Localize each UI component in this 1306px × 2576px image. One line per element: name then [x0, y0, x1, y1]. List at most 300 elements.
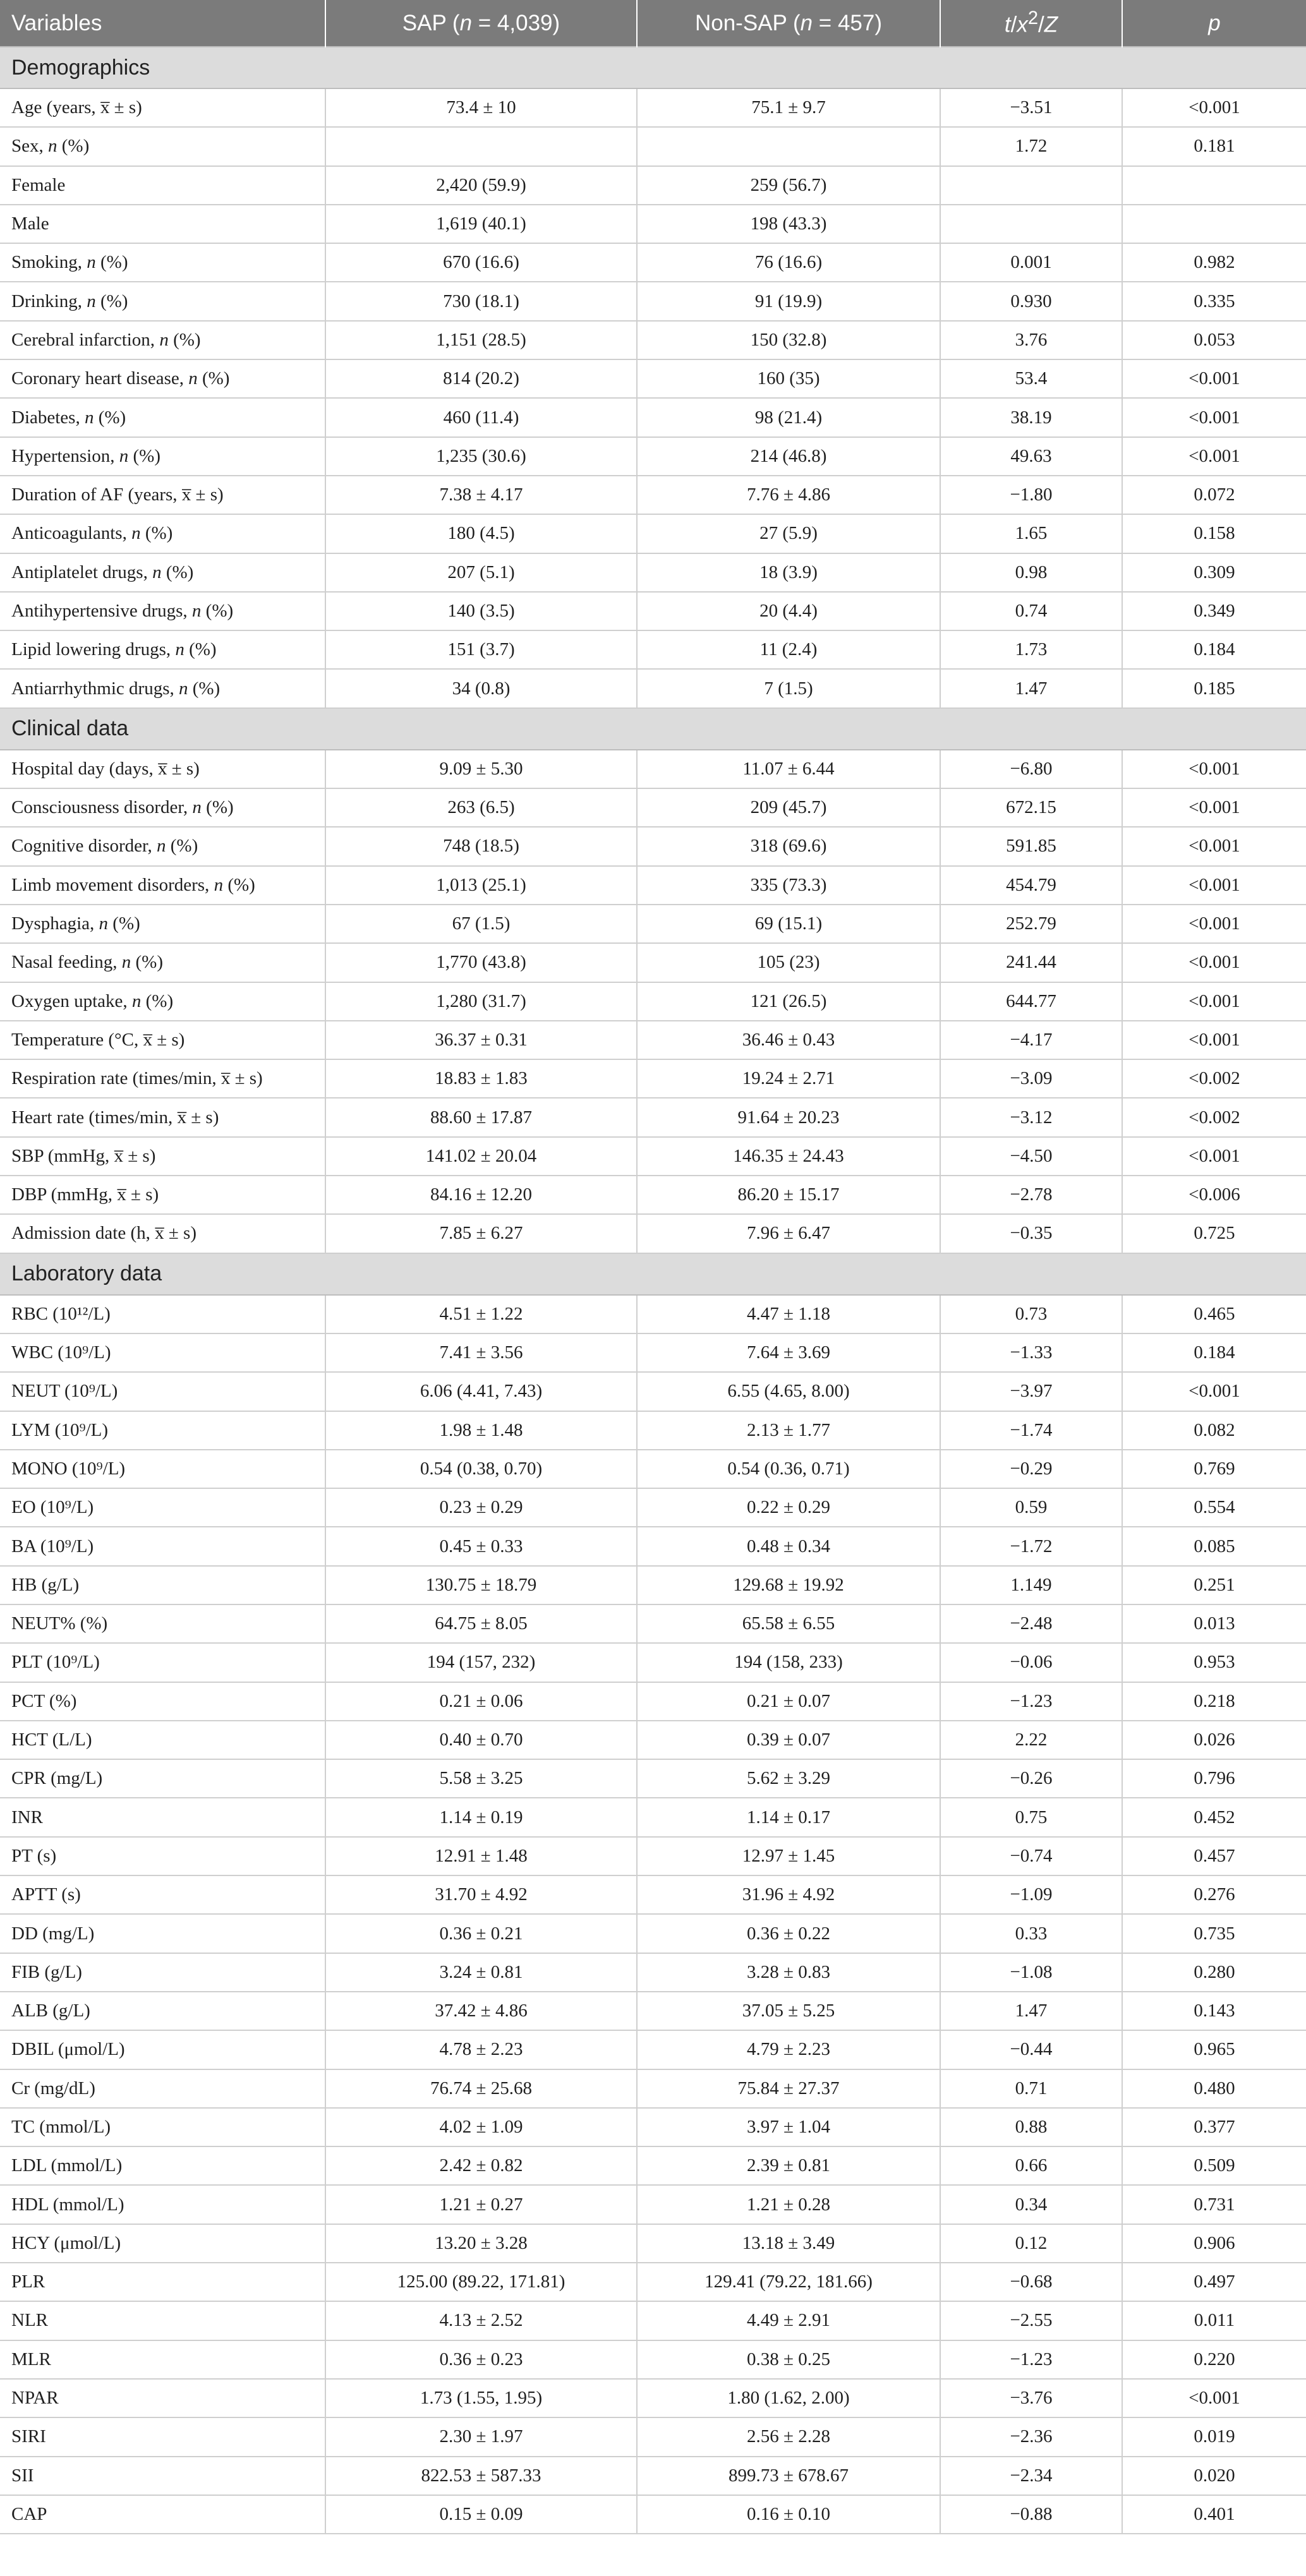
sap-value-cell: 814 (20.2)	[325, 359, 637, 398]
table-row	[0, 243, 1306, 282]
sap-value-cell: 67 (1.5)	[325, 905, 637, 943]
p-value-cell: 0.053	[1122, 321, 1306, 359]
statistic-cell: 0.75	[940, 1798, 1122, 1836]
variable-name-unit: (%)	[201, 601, 234, 621]
variable-name-unit: (%)	[131, 952, 163, 973]
nonsap-value-cell: 13.18 ± 3.49	[637, 2224, 940, 2263]
nonsap-value-cell: 0.36 ± 0.22	[637, 1914, 940, 1953]
nonsap-value-cell: 86.20 ± 15.17	[637, 1176, 940, 1214]
variable-name: Diabetes,	[11, 407, 85, 428]
variable-name-unit: (%)	[168, 329, 201, 350]
variable-name: CAP	[11, 2503, 47, 2524]
sap-value-cell: 2.42 ± 0.82	[325, 2146, 637, 2185]
variable-name: PLR	[11, 2272, 45, 2292]
variable-name: Oxygen uptake,	[11, 990, 132, 1011]
statistic-cell: 1.47	[940, 1992, 1122, 2030]
statistic-cell: −4.50	[940, 1137, 1122, 1176]
statistic-cell: −1.74	[940, 1411, 1122, 1450]
table-row	[0, 514, 1306, 553]
variable-name: Cognitive disorder,	[11, 836, 157, 857]
sap-value-cell: 84.16 ± 12.20	[325, 1176, 637, 1214]
p-value-cell: 0.026	[1122, 1721, 1306, 1759]
variable-name-cell	[0, 1488, 325, 1527]
nonsap-value-cell: 0.22 ± 0.29	[637, 1488, 940, 1527]
sap-value-cell: 7.85 ± 6.27	[325, 1214, 637, 1253]
header-sap	[325, 0, 637, 47]
sap-value-cell: 36.37 ± 0.31	[325, 1021, 637, 1059]
statistic-cell: −1.33	[940, 1333, 1122, 1372]
variable-name: Duration of AF (years, x̅ ± s)	[11, 485, 224, 505]
nonsap-value-cell: 5.62 ± 3.29	[637, 1759, 940, 1798]
variable-name-unit: (%)	[95, 252, 128, 273]
variable-name: Cr (mg/dL)	[11, 2078, 95, 2098]
variable-name-cell	[0, 905, 325, 943]
p-value-cell: 0.796	[1122, 1759, 1306, 1798]
table-row	[0, 1837, 1306, 1875]
p-value-cell: <0.001	[1122, 437, 1306, 476]
statistic-cell: −2.48	[940, 1604, 1122, 1643]
sap-value-cell: 151 (3.7)	[325, 630, 637, 669]
nonsap-value-cell: 7.96 ± 6.47	[637, 1214, 940, 1253]
table-row	[0, 437, 1306, 476]
nonsap-value-cell: 75.84 ± 27.37	[637, 2069, 940, 2108]
nonsap-value-cell: 11 (2.4)	[637, 630, 940, 669]
variable-name-cell	[0, 1411, 325, 1450]
p-value-cell: <0.001	[1122, 827, 1306, 865]
table-row	[0, 127, 1306, 166]
header-stat-t: t	[1004, 12, 1011, 37]
table-header	[0, 0, 1306, 47]
statistic-cell: −6.80	[940, 750, 1122, 788]
variable-name-cell	[0, 88, 325, 127]
variable-name-cell	[0, 866, 325, 905]
variable-name-cell	[0, 127, 325, 166]
nonsap-value-cell: 65.58 ± 6.55	[637, 1604, 940, 1643]
sap-value-cell: 1.14 ± 0.19	[325, 1798, 637, 1836]
variable-name-cell	[0, 2340, 325, 2379]
table-body	[0, 47, 1306, 2534]
p-value-cell: 0.735	[1122, 1914, 1306, 1953]
nonsap-value-cell: 198 (43.3)	[637, 205, 940, 243]
variable-name-cell	[0, 1875, 325, 1914]
table-row	[0, 943, 1306, 982]
nonsap-value-cell: 0.38 ± 0.25	[637, 2340, 940, 2379]
p-value-cell: 0.769	[1122, 1450, 1306, 1488]
variable-name-n: n	[119, 445, 129, 466]
statistic-cell: 38.19	[940, 398, 1122, 436]
p-value-cell: 0.019	[1122, 2417, 1306, 2456]
variable-name: NLR	[11, 2310, 48, 2331]
p-value-cell: <0.001	[1122, 88, 1306, 127]
variable-name-cell	[0, 1682, 325, 1721]
nonsap-value-cell: 318 (69.6)	[637, 827, 940, 865]
statistic-cell: −0.44	[940, 2030, 1122, 2069]
table-row	[0, 2069, 1306, 2108]
variable-name: LYM (10⁹/L)	[11, 1419, 108, 1440]
variable-name: INR	[11, 1807, 43, 1827]
p-value-cell: <0.001	[1122, 866, 1306, 905]
p-value-cell: 0.982	[1122, 243, 1306, 282]
variable-name-cell	[0, 398, 325, 436]
p-value-cell: 0.309	[1122, 553, 1306, 592]
table-row	[0, 982, 1306, 1021]
sap-value-cell: 1,619 (40.1)	[325, 205, 637, 243]
p-value-cell: 0.725	[1122, 1214, 1306, 1253]
variable-name: PCT (%)	[11, 1690, 77, 1711]
statistic-cell: 0.88	[940, 2108, 1122, 2146]
statistic-cell: 2.22	[940, 1721, 1122, 1759]
variable-name-n: n	[214, 874, 224, 895]
statistic-cell: 3.76	[940, 321, 1122, 359]
variable-name-n: n	[48, 136, 57, 157]
statistic-cell: −0.06	[940, 1643, 1122, 1682]
sap-value-cell: 73.4 ± 10	[325, 88, 637, 127]
variable-name-cell	[0, 437, 325, 476]
nonsap-value-cell: 129.68 ± 19.92	[637, 1566, 940, 1604]
table-row	[0, 2340, 1306, 2379]
nonsap-value-cell: 1.14 ± 0.17	[637, 1798, 940, 1836]
variable-name: Dysphagia,	[11, 913, 99, 934]
variable-name-unit: (%)	[184, 639, 217, 660]
nonsap-value-cell: 4.47 ± 1.18	[637, 1295, 940, 1333]
p-value-cell: 0.280	[1122, 1953, 1306, 1992]
table-row	[0, 2263, 1306, 2301]
variable-name-cell	[0, 1953, 325, 1992]
variable-name-n: n	[99, 913, 109, 934]
sap-value-cell: 207 (5.1)	[325, 553, 637, 592]
table-row	[0, 750, 1306, 788]
sap-value-cell: 64.75 ± 8.05	[325, 1604, 637, 1643]
statistic-cell: −0.68	[940, 2263, 1122, 2301]
table-row	[0, 1411, 1306, 1450]
nonsap-value-cell: 146.35 ± 24.43	[637, 1137, 940, 1176]
statistic-cell: 672.15	[940, 788, 1122, 827]
variable-name-cell	[0, 1021, 325, 1059]
nonsap-value-cell: 3.28 ± 0.83	[637, 1953, 940, 1992]
table-row	[0, 1992, 1306, 2030]
nonsap-value-cell: 0.21 ± 0.07	[637, 1682, 940, 1721]
p-value-cell: <0.006	[1122, 1176, 1306, 1214]
variable-name-cell	[0, 2030, 325, 2069]
variable-name-unit: (%)	[95, 291, 128, 311]
variable-name: HDL (mmol/L)	[11, 2194, 124, 2215]
nonsap-value-cell: 1.21 ± 0.28	[637, 2185, 940, 2224]
table-row	[0, 2379, 1306, 2417]
statistic-cell: −1.08	[940, 1953, 1122, 1992]
sap-value-cell: 748 (18.5)	[325, 827, 637, 865]
variable-name-unit: (%)	[166, 836, 198, 857]
statistic-cell: 0.59	[940, 1488, 1122, 1527]
nonsap-value-cell: 209 (45.7)	[637, 788, 940, 827]
statistic-cell: −1.72	[940, 1527, 1122, 1565]
variable-name-unit: (%)	[141, 990, 174, 1011]
statistic-cell: −0.74	[940, 1837, 1122, 1875]
nonsap-value-cell: 0.48 ± 0.34	[637, 1527, 940, 1565]
p-value-cell: 0.184	[1122, 630, 1306, 669]
variable-name: SII	[11, 2465, 34, 2486]
variable-name-n: n	[131, 990, 142, 1011]
table-row	[0, 1527, 1306, 1565]
statistic-cell: −2.36	[940, 2417, 1122, 2456]
statistic-cell: −3.97	[940, 1372, 1122, 1411]
p-value-cell: 0.218	[1122, 1682, 1306, 1721]
variable-name-unit: (%)	[108, 913, 140, 934]
variable-name: Respiration rate (times/min, x̅ ± s)	[11, 1068, 263, 1089]
statistic-cell: 1.73	[940, 630, 1122, 669]
statistic-cell: 0.71	[940, 2069, 1122, 2108]
p-value-cell: 0.480	[1122, 2069, 1306, 2108]
variable-name-n: n	[175, 639, 184, 660]
p-value-cell: <0.002	[1122, 1098, 1306, 1136]
statistic-cell: 252.79	[940, 905, 1122, 943]
variable-name-cell	[0, 827, 325, 865]
statistic-cell: 1.47	[940, 669, 1122, 707]
table-row	[0, 1098, 1306, 1136]
variable-name: Hospital day (days, x̅ ± s)	[11, 758, 200, 779]
sap-value-cell: 1,235 (30.6)	[325, 437, 637, 476]
variable-name: HCY (μmol/L)	[11, 2232, 121, 2253]
statistic-cell: 0.12	[940, 2224, 1122, 2263]
section-header-row	[0, 708, 1306, 750]
p-value-cell: 0.011	[1122, 2301, 1306, 2340]
nonsap-value-cell: 335 (73.3)	[637, 866, 940, 905]
nonsap-value-cell: 6.55 (4.65, 8.00)	[637, 1372, 940, 1411]
nonsap-value-cell: 1.80 (1.62, 2.00)	[637, 2379, 940, 2417]
nonsap-value-cell: 105 (23)	[637, 943, 940, 982]
table-row	[0, 166, 1306, 205]
variable-name-cell	[0, 788, 325, 827]
nonsap-value-cell: 2.56 ± 2.28	[637, 2417, 940, 2456]
sap-value-cell: 5.58 ± 3.25	[325, 1759, 637, 1798]
section-title: Laboratory data	[0, 1253, 1306, 1295]
header-nonsap	[637, 0, 940, 47]
nonsap-value-cell: 7.76 ± 4.86	[637, 476, 940, 514]
table-row	[0, 1059, 1306, 1098]
variable-name: Admission date (h, x̅ ± s)	[11, 1223, 197, 1244]
sap-value-cell: 140 (3.5)	[325, 592, 637, 630]
variable-name: Consciousness disorder,	[11, 797, 193, 818]
variable-name-cell	[0, 592, 325, 630]
variable-name: NEUT% (%)	[11, 1613, 108, 1634]
table-row	[0, 2185, 1306, 2224]
variable-name-n: n	[121, 952, 131, 973]
p-value-cell: 0.377	[1122, 2108, 1306, 2146]
table-row	[0, 1176, 1306, 1214]
variable-name: DD (mg/L)	[11, 1923, 95, 1944]
sap-value-cell: 1,151 (28.5)	[325, 321, 637, 359]
variable-name-cell	[0, 2185, 325, 2224]
variable-name: BA (10⁹/L)	[11, 1536, 94, 1556]
variable-name-cell	[0, 1176, 325, 1214]
sap-value-cell: 7.41 ± 3.56	[325, 1333, 637, 1372]
table-row	[0, 1137, 1306, 1176]
sap-value-cell: 4.78 ± 2.23	[325, 2030, 637, 2069]
sap-value-cell: 4.51 ± 1.22	[325, 1295, 637, 1333]
table-row	[0, 630, 1306, 669]
statistic-cell: −1.09	[940, 1875, 1122, 1914]
nonsap-value-cell: 76 (16.6)	[637, 243, 940, 282]
statistic-cell: 1.149	[940, 1566, 1122, 1604]
nonsap-value-cell: 150 (32.8)	[637, 321, 940, 359]
table-row	[0, 1450, 1306, 1488]
p-value-cell	[1122, 166, 1306, 205]
variable-name-cell	[0, 2263, 325, 2301]
variable-name-cell	[0, 1214, 325, 1253]
nonsap-value-cell: 0.16 ± 0.10	[637, 2495, 940, 2534]
p-value-cell: 0.349	[1122, 592, 1306, 630]
section-header-row	[0, 47, 1306, 88]
variable-name: Temperature (°C, x̅ ± s)	[11, 1029, 185, 1050]
table-row	[0, 2108, 1306, 2146]
p-value-cell: <0.001	[1122, 788, 1306, 827]
p-value-cell: 0.554	[1122, 1488, 1306, 1527]
sap-value-cell: 670 (16.6)	[325, 243, 637, 282]
statistic-cell: −1.80	[940, 476, 1122, 514]
table-row	[0, 1488, 1306, 1527]
sap-value-cell: 0.45 ± 0.33	[325, 1527, 637, 1565]
nonsap-value-cell: 129.41 (79.22, 181.66)	[637, 2263, 940, 2301]
variable-name: Antiplatelet drugs,	[11, 562, 153, 582]
variable-name-cell	[0, 514, 325, 553]
sap-value-cell: 12.91 ± 1.48	[325, 1837, 637, 1875]
table-row	[0, 1566, 1306, 1604]
header-stat-x: x	[1017, 12, 1028, 37]
variable-name: Smoking,	[11, 252, 87, 273]
variable-name-cell	[0, 1450, 325, 1488]
table-row	[0, 88, 1306, 127]
variable-name-cell	[0, 1798, 325, 1836]
sap-value-cell: 822.53 ± 587.33	[325, 2457, 637, 2495]
variable-name-unit: (%)	[94, 407, 126, 428]
nonsap-value-cell: 91.64 ± 20.23	[637, 1098, 940, 1136]
table-row	[0, 282, 1306, 320]
nonsap-value-cell: 75.1 ± 9.7	[637, 88, 940, 127]
header-nonsap-label: Non-SAP (	[694, 10, 801, 35]
header-stat-sup: 2	[1027, 8, 1039, 29]
table-row	[0, 1682, 1306, 1721]
variable-name: Sex,	[11, 136, 48, 157]
variable-name-cell	[0, 2379, 325, 2417]
sap-value-cell: 13.20 ± 3.28	[325, 2224, 637, 2263]
statistic-cell: −2.55	[940, 2301, 1122, 2340]
variable-name: MLR	[11, 2349, 51, 2369]
statistic-cell: 0.74	[940, 592, 1122, 630]
table-row	[0, 1214, 1306, 1253]
variable-name-n: n	[159, 329, 169, 350]
p-value-cell: 0.082	[1122, 1411, 1306, 1450]
variable-name-n: n	[152, 562, 162, 582]
variable-name: Age (years, x̅ ± s)	[11, 97, 142, 118]
p-value-cell: <0.001	[1122, 905, 1306, 943]
variable-name-cell	[0, 1837, 325, 1875]
nonsap-value-cell: 19.24 ± 2.71	[637, 1059, 940, 1098]
nonsap-value-cell: 7.64 ± 3.69	[637, 1333, 940, 1372]
nonsap-value-cell: 214 (46.8)	[637, 437, 940, 476]
statistic-cell: −3.09	[940, 1059, 1122, 1098]
nonsap-value-cell: 69 (15.1)	[637, 905, 940, 943]
variable-name-cell	[0, 2108, 325, 2146]
p-value-cell: 0.457	[1122, 1837, 1306, 1875]
variable-name-cell	[0, 1295, 325, 1333]
variable-name-cell	[0, 1566, 325, 1604]
p-value-cell: <0.001	[1122, 943, 1306, 982]
variable-name-unit: (%)	[57, 136, 90, 157]
nonsap-value-cell: 4.49 ± 2.91	[637, 2301, 940, 2340]
variable-name: SBP (mmHg, x̅ ± s)	[11, 1145, 156, 1166]
variable-name-cell	[0, 2146, 325, 2185]
variable-name-cell	[0, 1333, 325, 1372]
variable-name-cell	[0, 1059, 325, 1098]
nonsap-value-cell: 899.73 ± 678.67	[637, 2457, 940, 2495]
variable-name-cell	[0, 1992, 325, 2030]
sap-value-cell: 31.70 ± 4.92	[325, 1875, 637, 1914]
p-value-cell: 0.158	[1122, 514, 1306, 553]
nonsap-value-cell: 7 (1.5)	[637, 669, 940, 707]
variable-name-unit: (%)	[188, 678, 221, 699]
sap-value-cell: 88.60 ± 17.87	[325, 1098, 637, 1136]
table-row	[0, 398, 1306, 436]
variable-name-cell	[0, 982, 325, 1021]
p-value-cell: <0.001	[1122, 1137, 1306, 1176]
variable-name-cell	[0, 282, 325, 320]
statistic-cell: −1.23	[940, 1682, 1122, 1721]
variable-name: LDL (mmol/L)	[11, 2155, 123, 2176]
statistic-cell	[940, 166, 1122, 205]
sap-value-cell: 1,280 (31.7)	[325, 982, 637, 1021]
table-row	[0, 205, 1306, 243]
variable-name: DBP (mmHg, x̅ ± s)	[11, 1184, 159, 1205]
statistic-cell: −3.51	[940, 88, 1122, 127]
section-title: Demographics	[0, 47, 1306, 88]
sap-value-cell: 0.40 ± 0.70	[325, 1721, 637, 1759]
variable-name-cell	[0, 2224, 325, 2263]
variable-name-unit: (%)	[223, 874, 255, 895]
table-row	[0, 2146, 1306, 2185]
variable-name: Heart rate (times/min, x̅ ± s)	[11, 1107, 219, 1128]
nonsap-value-cell: 4.79 ± 2.23	[637, 2030, 940, 2069]
variable-name-n: n	[192, 797, 202, 818]
table-row	[0, 2301, 1306, 2340]
table-row	[0, 669, 1306, 707]
sap-value-cell: 1,013 (25.1)	[325, 866, 637, 905]
p-value-cell: 0.335	[1122, 282, 1306, 320]
variable-name: Hypertension,	[11, 445, 119, 466]
p-value-cell: 0.906	[1122, 2224, 1306, 2263]
p-value-cell: 0.251	[1122, 1566, 1306, 1604]
statistic-cell: 1.72	[940, 127, 1122, 166]
table-row	[0, 1604, 1306, 1643]
sap-value-cell: 460 (11.4)	[325, 398, 637, 436]
table-row	[0, 359, 1306, 398]
p-value-cell: 0.143	[1122, 1992, 1306, 2030]
p-value-cell: 0.452	[1122, 1798, 1306, 1836]
variable-name: RBC (10¹²/L)	[11, 1303, 111, 1324]
variable-name-unit: (%)	[140, 523, 173, 544]
variable-name: Nasal feeding,	[11, 952, 122, 973]
variable-name-cell	[0, 1914, 325, 1953]
header-nonsap-n: n	[800, 10, 813, 35]
variable-name-unit: (%)	[128, 445, 160, 466]
statistic-cell: −0.29	[940, 1450, 1122, 1488]
variable-name-cell	[0, 166, 325, 205]
variable-name: DBIL (μmol/L)	[11, 2039, 125, 2060]
variable-name: NEUT (10⁹/L)	[11, 1381, 118, 1402]
header-p: p	[1122, 0, 1306, 47]
statistic-cell: −1.23	[940, 2340, 1122, 2379]
header-row	[0, 0, 1306, 47]
variable-name-cell	[0, 630, 325, 669]
nonsap-value-cell	[637, 127, 940, 166]
